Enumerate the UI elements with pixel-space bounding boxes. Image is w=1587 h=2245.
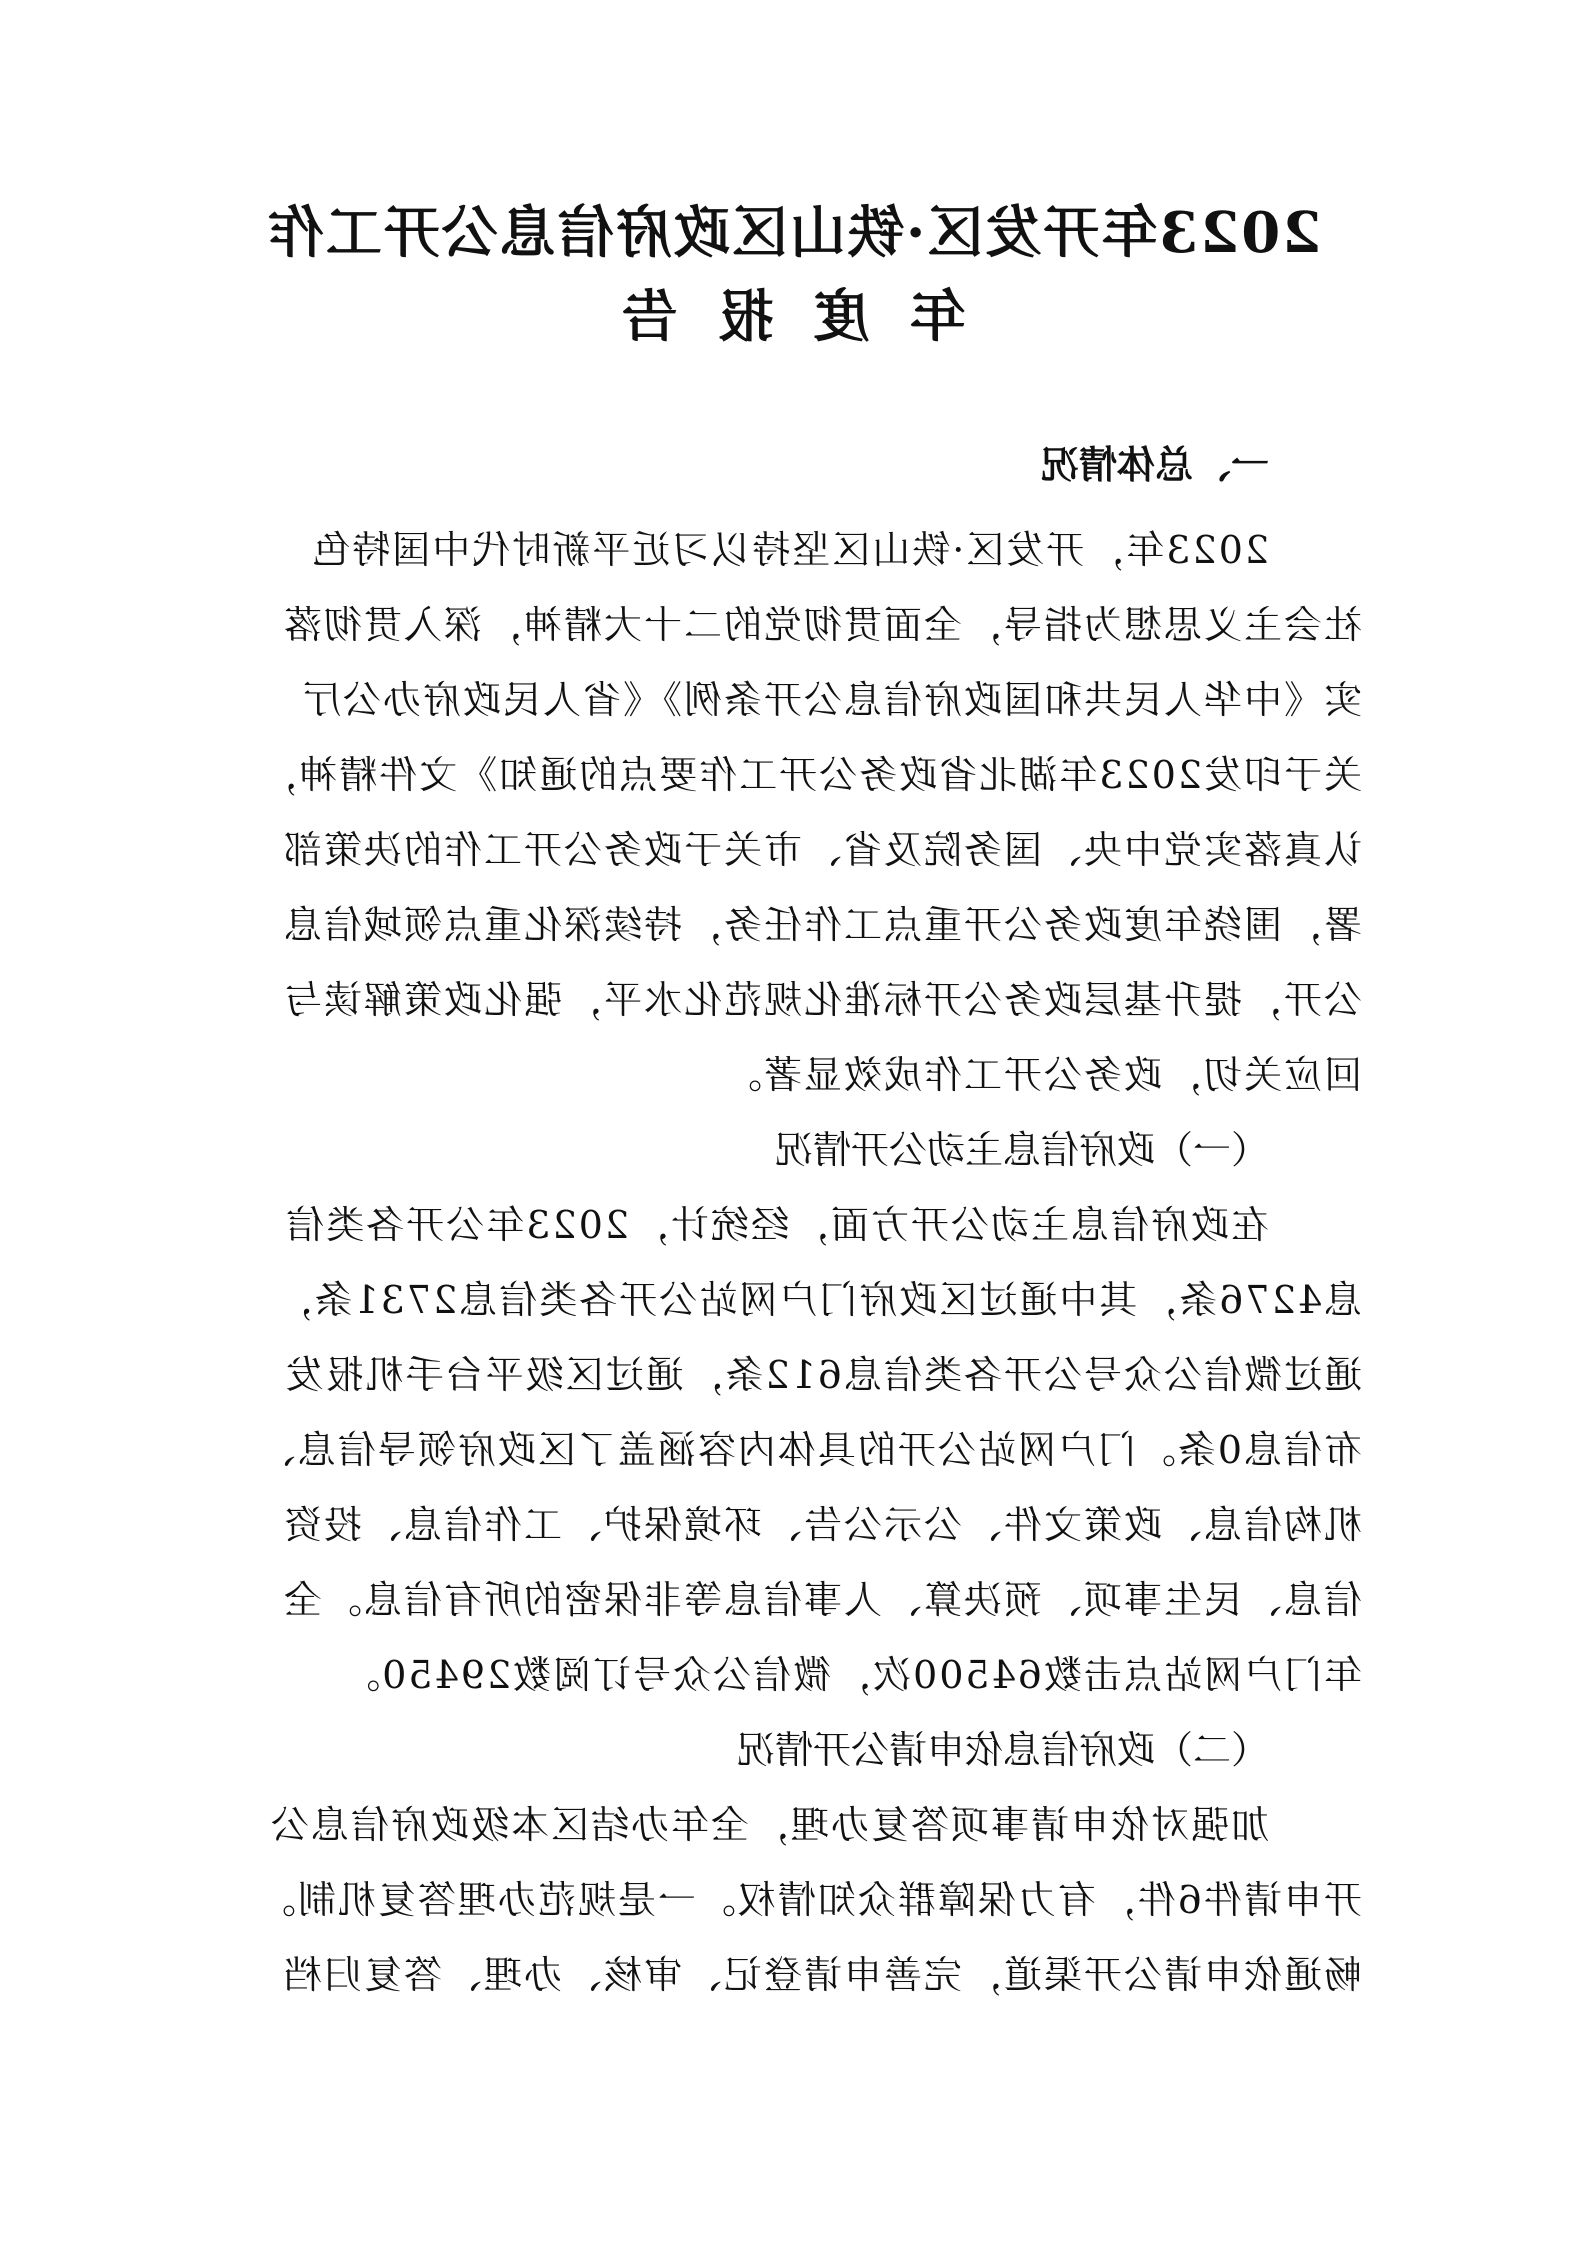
paragraph-line: 署，围绕年度政务公开重点工作任务，持续深化重点领域信息	[281, 903, 1362, 947]
report-title-line-2: 年度报告	[581, 284, 966, 350]
paragraph-line: 布信息0条。门户网站公开的具体内容涵盖了区政府领导信息、	[255, 1428, 1362, 1472]
paragraph-line: 在政府信息主动公开方面，经统计，2023年公开各类信	[284, 1203, 1269, 1247]
paragraph-line: 通过微信公众号公开各类信息612条，通过区级平台手机报发	[283, 1353, 1362, 1397]
paragraph-line: 实《中华人民共和国政府信息公开条例》《省人民政府办公厅	[300, 678, 1362, 722]
subsection-heading-proactive-disclosure: （一）政府信息主动公开情况	[774, 1128, 1269, 1172]
paragraph-line: 息4276条，其中通过区政府门户网站公开各类信息2731条，	[272, 1278, 1362, 1322]
report-title-line-1: 2023年开发区·铁山区政府信息公开工作	[265, 200, 1322, 266]
paragraph-line: 畅通依申请公开渠道，完善申请登记、审核、办理、答复归档	[281, 1953, 1362, 1997]
paragraph-line: 公开，提升基层政务公开标准化规范化水平，强化政策解读与	[281, 978, 1362, 1022]
paragraph-line: 机构信息、政策文件、公示公告、环境保护、工作信息、投资	[281, 1503, 1362, 1547]
paragraph-line: 年门户网站点击数64500次，微信公众号订阅数29450。	[340, 1653, 1362, 1697]
paragraph-line: 开申请件6件，有力保障群众知情权。一是规范办理答复机制。	[255, 1878, 1362, 1922]
paragraph-line: 社会主义思想为指导，全面贯彻党的二十大精神，深入贯彻落	[281, 603, 1362, 647]
paragraph-line: 加强对依申请事项答复办理，全年办结区本级政府信息公	[268, 1803, 1269, 1847]
paragraph-line: 回应关切，政务公开工作成效显著。	[721, 1053, 1362, 1097]
section-heading-overview: 一、总体情况	[1040, 443, 1269, 487]
paragraph-line: 关于印发2023年湖北省政务公开工作要点的通知》文件精神，	[257, 753, 1362, 797]
paragraph-line: 信息、民生事项、预决算、人事信息等非保密的所有信息。全	[281, 1578, 1362, 1622]
subsection-heading-request-disclosure: （二）政府信息依申请公开情况	[736, 1728, 1269, 1772]
paragraph-line: 2023年，开发区·铁山区坚持以习近平新时代中国特色	[310, 528, 1269, 572]
paragraph-line: 认真落实党中央、国务院及省、市关于政务公开工作的决策部	[281, 828, 1362, 872]
